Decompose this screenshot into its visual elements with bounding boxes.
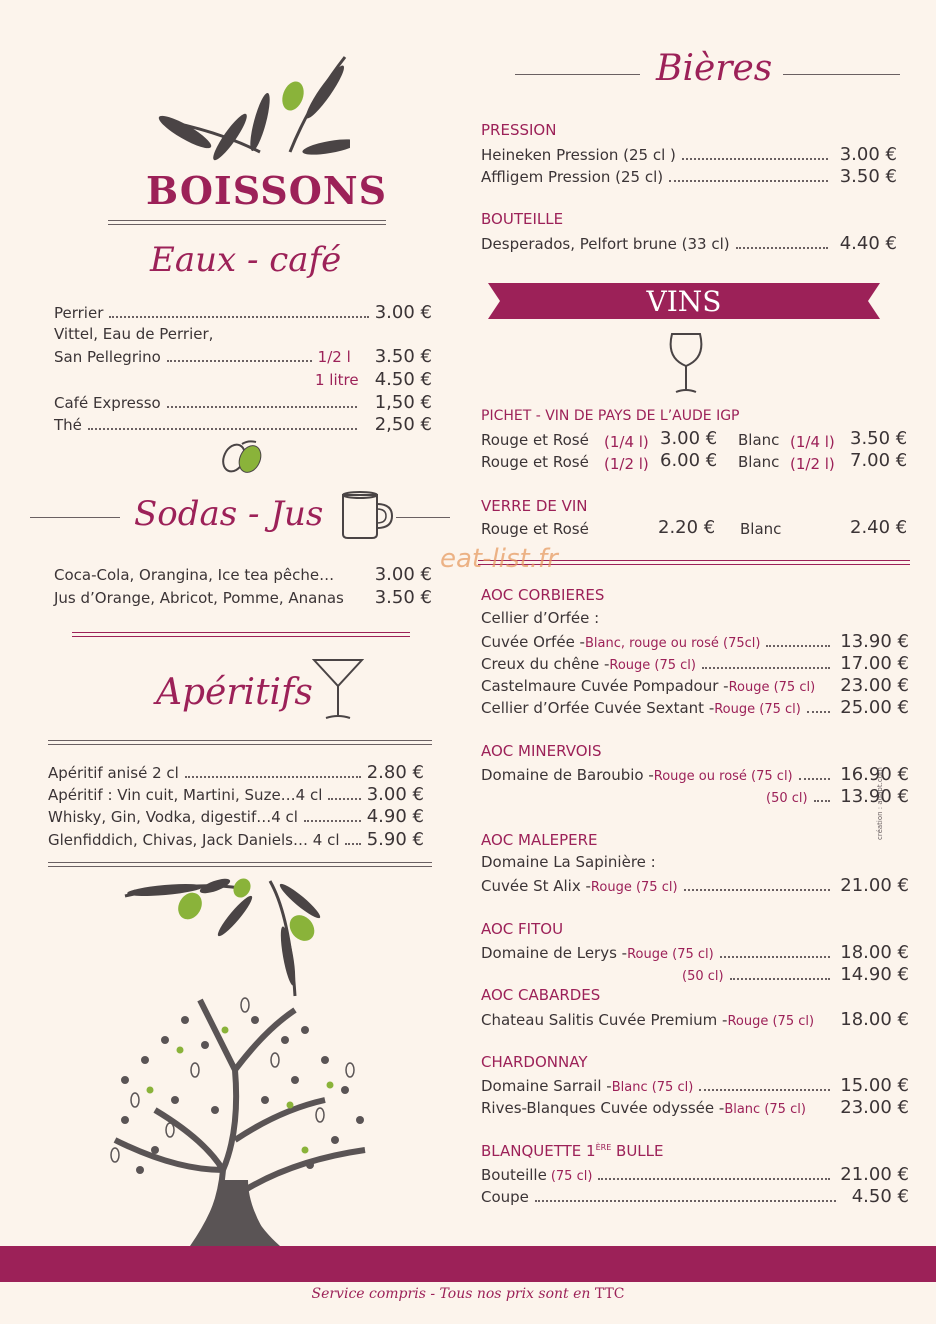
- menu-item-st-alix: Cuvée St Alix - Rouge (75 cl) 21.00 €: [481, 875, 909, 896]
- pichet-rouge-price: 3.00 €: [660, 428, 718, 449]
- section-title-blanquette: BLANQUETTE 1ÈRE BULLE: [481, 1142, 664, 1160]
- section-title-corbieres: AOC CORBIERES: [481, 586, 605, 604]
- divider: [108, 220, 386, 225]
- menu-item-litre: 1 litre 4.50 €: [315, 369, 432, 390]
- pichet-blanc-qty: (1/4 l): [790, 433, 835, 451]
- menu-item-cafe: Café Expresso 1,50 €: [54, 392, 432, 413]
- footer-band: [0, 1246, 936, 1282]
- pichet-blanc-price: 3.50 €: [850, 428, 908, 449]
- watermark: eat-list.fr: [440, 544, 558, 574]
- verre-blanc-price: 2.40 €: [850, 517, 908, 538]
- vins-banner-label: VINS: [646, 285, 722, 318]
- section-title-pression: PRESSION: [481, 121, 557, 139]
- corbieres-intro: Cellier d’Orfée :: [481, 609, 600, 627]
- pichet-rouge-label: Rouge et Rosé: [481, 453, 589, 471]
- footer-text: Service compris - Tous nos prix sont en TTC: [311, 1286, 625, 1302]
- menu-item-heineken: Heineken Pression (25 cl ) 3.00 €: [481, 144, 897, 165]
- divider: [515, 74, 640, 75]
- pichet-rouge-price: 6.00 €: [660, 450, 718, 471]
- sodas-heading: Sodas - Jus: [134, 494, 324, 534]
- section-title-chardonnay: CHARDONNAY: [481, 1053, 588, 1071]
- divider: [48, 740, 432, 745]
- pichet-rouge-qty: (1/4 l): [604, 433, 649, 451]
- menu-item-coupe: Coupe 4.50 €: [481, 1186, 909, 1207]
- pichet-blanc-label: Blanc: [738, 453, 780, 471]
- menu-item-anise: Apéritif anisé 2 cl 2.80 €: [48, 762, 424, 783]
- divider: [396, 517, 450, 518]
- menu-item-rives-blanques: Rives-Blanques Cuvée odyssée - Blanc (75 cl) 23.00 €: [481, 1097, 909, 1118]
- pichet-blanc-qty: (1/2 l): [790, 455, 835, 473]
- verre-rouge-price: 2.20 €: [658, 517, 716, 538]
- section-title-malepere: AOC MALEPERE: [481, 831, 598, 849]
- menu-item-baroubio: Domaine de Baroubio - Rouge ou rosé (75 cl) 16.90 €: [481, 764, 909, 785]
- pichet-blanc-label: Blanc: [738, 431, 780, 449]
- menu-item-baroubio-50: (50 cl) 13.90 €: [766, 786, 909, 807]
- malepere-intro: Domaine La Sapinière :: [481, 853, 656, 871]
- divider: [48, 862, 432, 867]
- verre-blanc-label: Blanc: [740, 520, 782, 538]
- menu-item-the: Thé 2,50 €: [54, 414, 432, 435]
- pichet-rouge-qty: (1/2 l): [604, 455, 649, 473]
- divider: [30, 517, 120, 518]
- pichet-blanc-price: 7.00 €: [850, 450, 908, 471]
- martini-glass-icon: [312, 656, 364, 722]
- menu-item-whisky: Whisky, Gin, Vodka, digestif…4 cl 4.90 €: [48, 806, 424, 827]
- menu-item-glenfiddich: Glenfiddich, Chivas, Jack Daniels… 4 cl 5.90 €: [48, 829, 424, 850]
- olive-branch-icon: [150, 52, 350, 162]
- pichet-rouge-label: Rouge et Rosé: [481, 431, 589, 449]
- menu-item-vin-cuit: Apéritif : Vin cuit, Martini, Suze…4 cl 3.00 €: [48, 784, 424, 805]
- menu-item-affligem: Affligem Pression (25 cl) 3.50 €: [481, 166, 897, 187]
- section-title-verre: VERRE DE VIN: [481, 497, 588, 515]
- menu-item-lerys-50: (50 cl) 14.90 €: [682, 964, 909, 985]
- olive-tree-icon: [95, 990, 385, 1246]
- section-title-bouteille: BOUTEILLE: [481, 210, 564, 228]
- menu-item-creux-du-chene: Creux du chêne - Rouge (75 cl) 17.00 €: [481, 653, 909, 674]
- verre-rouge-label: Rouge et Rosé: [481, 520, 589, 538]
- section-title-pichet: PICHET - VIN DE PAYS DE L’AUDE IGP: [481, 408, 740, 424]
- menu-item-vittel: Vittel, Eau de Perrier,: [54, 325, 214, 343]
- wine-glass-icon: [666, 330, 706, 396]
- menu-item-sarrail: Domaine Sarrail - Blanc (75 cl) 15.00 €: [481, 1075, 909, 1096]
- menu-item-desperados: Desperados, Pelfort brune (33 cl) 4.40 €: [481, 233, 897, 254]
- olive-sprig-icon: [120, 876, 330, 1001]
- divider: [72, 632, 410, 637]
- menu-item-castelmaure: Castelmaure Cuvée Pompadour - Rouge (75 cl) 23.00 €: [481, 675, 909, 696]
- page-title: BOISSONS: [146, 168, 388, 213]
- section-title-minervois: AOC MINERVOIS: [481, 742, 602, 760]
- section-title-fitou: AOC FITOU: [481, 920, 564, 938]
- olives-icon: [218, 440, 268, 476]
- menu-item-perrier: Perrier 3.00 €: [54, 302, 432, 323]
- menu-item-san-pellegrino: San Pellegrino 1/2 l 3.50 €: [54, 346, 432, 367]
- section-title-cabardes: AOC CABARDES: [481, 986, 601, 1004]
- menu-item-salitis: Chateau Salitis Cuvée Premium - Rouge (75 cl) 18.00 €: [481, 1009, 909, 1030]
- menu-item-jus: Jus d’Orange, Abricot, Pomme, Ananas 3.50 €: [54, 587, 432, 608]
- credit-text: création : adapt.com: [876, 767, 884, 840]
- bieres-heading: Bières: [656, 48, 773, 89]
- menu-item-lerys: Domaine de Lerys - Rouge (75 cl) 18.00 €: [481, 942, 909, 963]
- menu-item-coca: Coca-Cola, Orangina, Ice tea pêche… 3.00 €: [54, 564, 432, 585]
- menu-item-cuvee-orfee: Cuvée Orfée - Blanc, rouge ou rosé (75cl) 13.90 €: [481, 631, 909, 652]
- menu-item-cuvee-sextant: Cellier d’Orfée Cuvée Sextant - Rouge (75 cl) 25.00 €: [481, 697, 909, 718]
- mug-icon: [340, 490, 396, 540]
- aperitifs-heading: Apéritifs: [156, 672, 313, 713]
- divider: [783, 74, 900, 75]
- eaux-heading: Eaux - café: [150, 240, 342, 280]
- menu-item-bouteille: Bouteille (75 cl) 21.00 €: [481, 1164, 909, 1185]
